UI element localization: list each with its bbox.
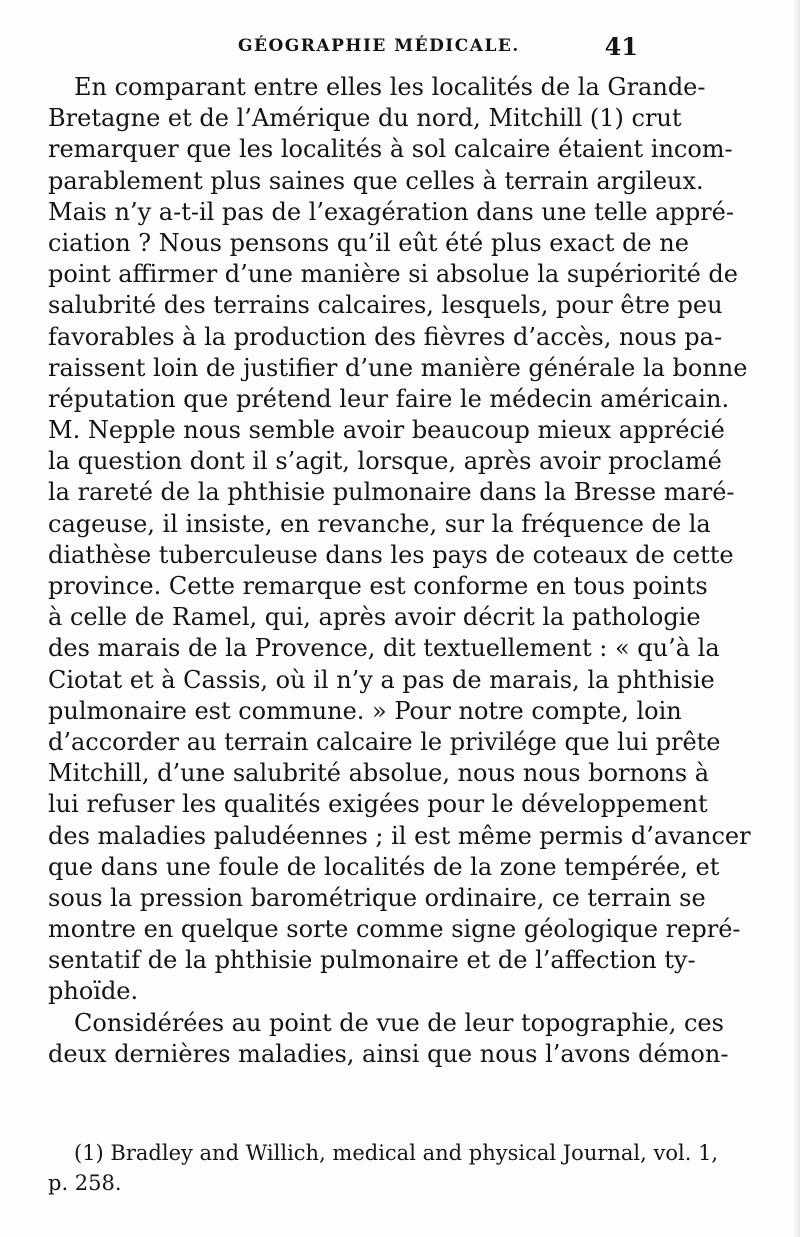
text-line: salubrité des terrains calcaires, lesquels, pour être peu (48, 291, 723, 320)
page-number: 41 (604, 32, 638, 61)
text-line: que dans une foule de localités de la zone tempérée, et (48, 852, 720, 881)
text-line: Ciotat et à Cassis, où il n’y a pas de marais, la phthisie (48, 665, 715, 694)
body-text (48, 72, 751, 1070)
text-line: lui refuser les qualités exigées pour le développement (48, 790, 708, 819)
text-line: des maladies paludéennes ; il est même permis d’avancer (48, 821, 751, 850)
text-line: remarquer que les localités à sol calcaire étaient incom- (48, 135, 733, 164)
text-line: Bretagne et de l’Amérique du nord, Mitchill (1) crut (48, 104, 682, 133)
text-line: la question dont il s’agit, lorsque, après avoir proclamé (48, 447, 722, 476)
text-line: province. Cette remarque est conforme en tous points (48, 572, 708, 600)
text-line: à celle de Ramel, qui, après avoir décrit la pathologie (48, 603, 701, 632)
text-line: phoïde. (48, 977, 139, 1006)
text-line: sous la pression barométrique ordinaire, ce terrain se (48, 883, 706, 912)
text-line: Considérées au point de vue de leur topographie, ces (74, 1008, 724, 1037)
text-line: M. Nepple nous semble avoir beaucoup mieux apprécié (48, 416, 725, 445)
footnote (48, 1138, 719, 1198)
text-line: favorables à la production des fièvres d’accès, nous pa- (48, 322, 723, 351)
footnote-line: (1) Bradley and Willich, medical and physical Journal, vol. 1, (74, 1141, 719, 1165)
text-line: sentatif de la phthisie pulmonaire et de l’affection ty- (48, 946, 696, 975)
text-line: pulmonaire est commune. » Pour notre compte, loin (48, 696, 682, 725)
text-line: parablement plus saines que celles à terrain argileux. (48, 166, 704, 195)
text-line: En comparant entre elles les localités de la Grande- (74, 73, 706, 101)
text-line: des marais de la Provence, dit textuellement : « qu’à la (48, 634, 720, 663)
footnote-line: p. 258. (48, 1171, 122, 1195)
page-edge-shadow (792, 0, 800, 1237)
text-line: Mais n’y a-t-il pas de l’exagération dans une telle appré- (48, 197, 734, 226)
text-line: diathèse tuberculeuse dans les pays de coteaux de cette (48, 540, 734, 569)
text-line: raissent loin de justifier d’une manière générale la bonne (48, 353, 748, 382)
text-line: montre en quelque sorte comme signe géologique repré- (48, 915, 741, 944)
text-line: ciation ? Nous pensons qu’il eût été plus exact de ne (48, 228, 689, 257)
text-line: Mitchill, d’une salubrité absolue, nous nous bornons à (48, 759, 710, 788)
text-line: deux dernières maladies, ainsi que nous l’avons démon- (48, 1039, 729, 1068)
running-head: GÉOGRAPHIE MÉDICALE. (238, 36, 520, 56)
text-line: cageuse, il insiste, en revanche, sur la fréquence de la (48, 509, 711, 538)
text-line: d’accorder au terrain calcaire le privilége que lui prête (48, 727, 721, 756)
text-line: réputation que prétend leur faire le médecin américain. (48, 384, 730, 413)
text-line: la rareté de la phthisie pulmonaire dans la Bresse maré- (48, 478, 735, 507)
text-line: point affirmer d’une manière si absolue la supériorité de (48, 260, 738, 289)
page-header (48, 32, 638, 66)
